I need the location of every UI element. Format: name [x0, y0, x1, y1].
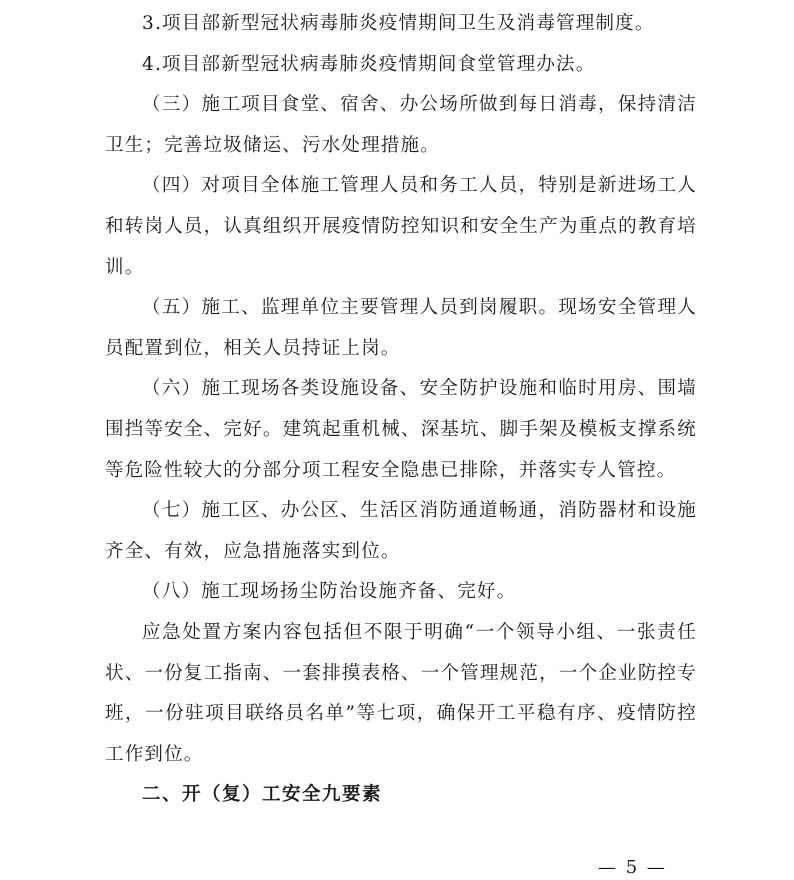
paragraph-section-8: （八）施工现场扬尘防治设施齐备、完好。	[142, 581, 517, 603]
paragraph-item-3: 3.项目部新型冠状病毒肺炎疫情期间卫生及消毒管理制度。	[142, 13, 655, 34]
paragraph-section-5: （五）施工、监理单位主要管理人员到岗履职。现场安全管理人员配置到位，相关人员持证上岗。	[105, 297, 697, 359]
paragraph-section-6: （六）施工现场各类设施设备、安全防护设施和临时用房、围墙围挡等安全、完好。建筑起重机械、深基坑、脚手架及模板支撑系统等危险性较大的分部分项工程安全隐患已排除，并落实专人管控。	[105, 378, 697, 481]
paragraph-section-3: （三）施工项目食堂、宿舍、办公场所做到每日消毒，保持清洁卫生；完善垃圾储运、污水处理措施。	[105, 94, 697, 156]
page-number: — 5 —	[598, 857, 667, 878]
paragraph-section-4: （四）对项目全体施工管理人员和务工人员，特别是新进场工人和转岗人员，认真组织开展疫情防控知识和安全生产为重点的教育培训。	[105, 175, 697, 278]
paragraph-emergency-plan: 应急处置方案内容包括但不限于明确“一个领导小组、一张责任状、一份复工指南、一套排摸表格、一个管理规范，一个企业防控专班，一份驻项目联络员名单”等七项，确保开工平稳有序、疫情防控工作到位。	[105, 621, 697, 765]
section-heading: 二、开（复）工安全九要素	[142, 784, 383, 806]
paragraph-item-4: 4.项目部新型冠状病毒肺炎疫情期间食堂管理办法。	[142, 53, 596, 75]
document-body	[105, 4, 697, 816]
paragraph-section-7: （七）施工区、办公区、生活区消防通道畅通，消防器材和设施齐全、有效，应急措施落实到位。	[105, 500, 697, 562]
